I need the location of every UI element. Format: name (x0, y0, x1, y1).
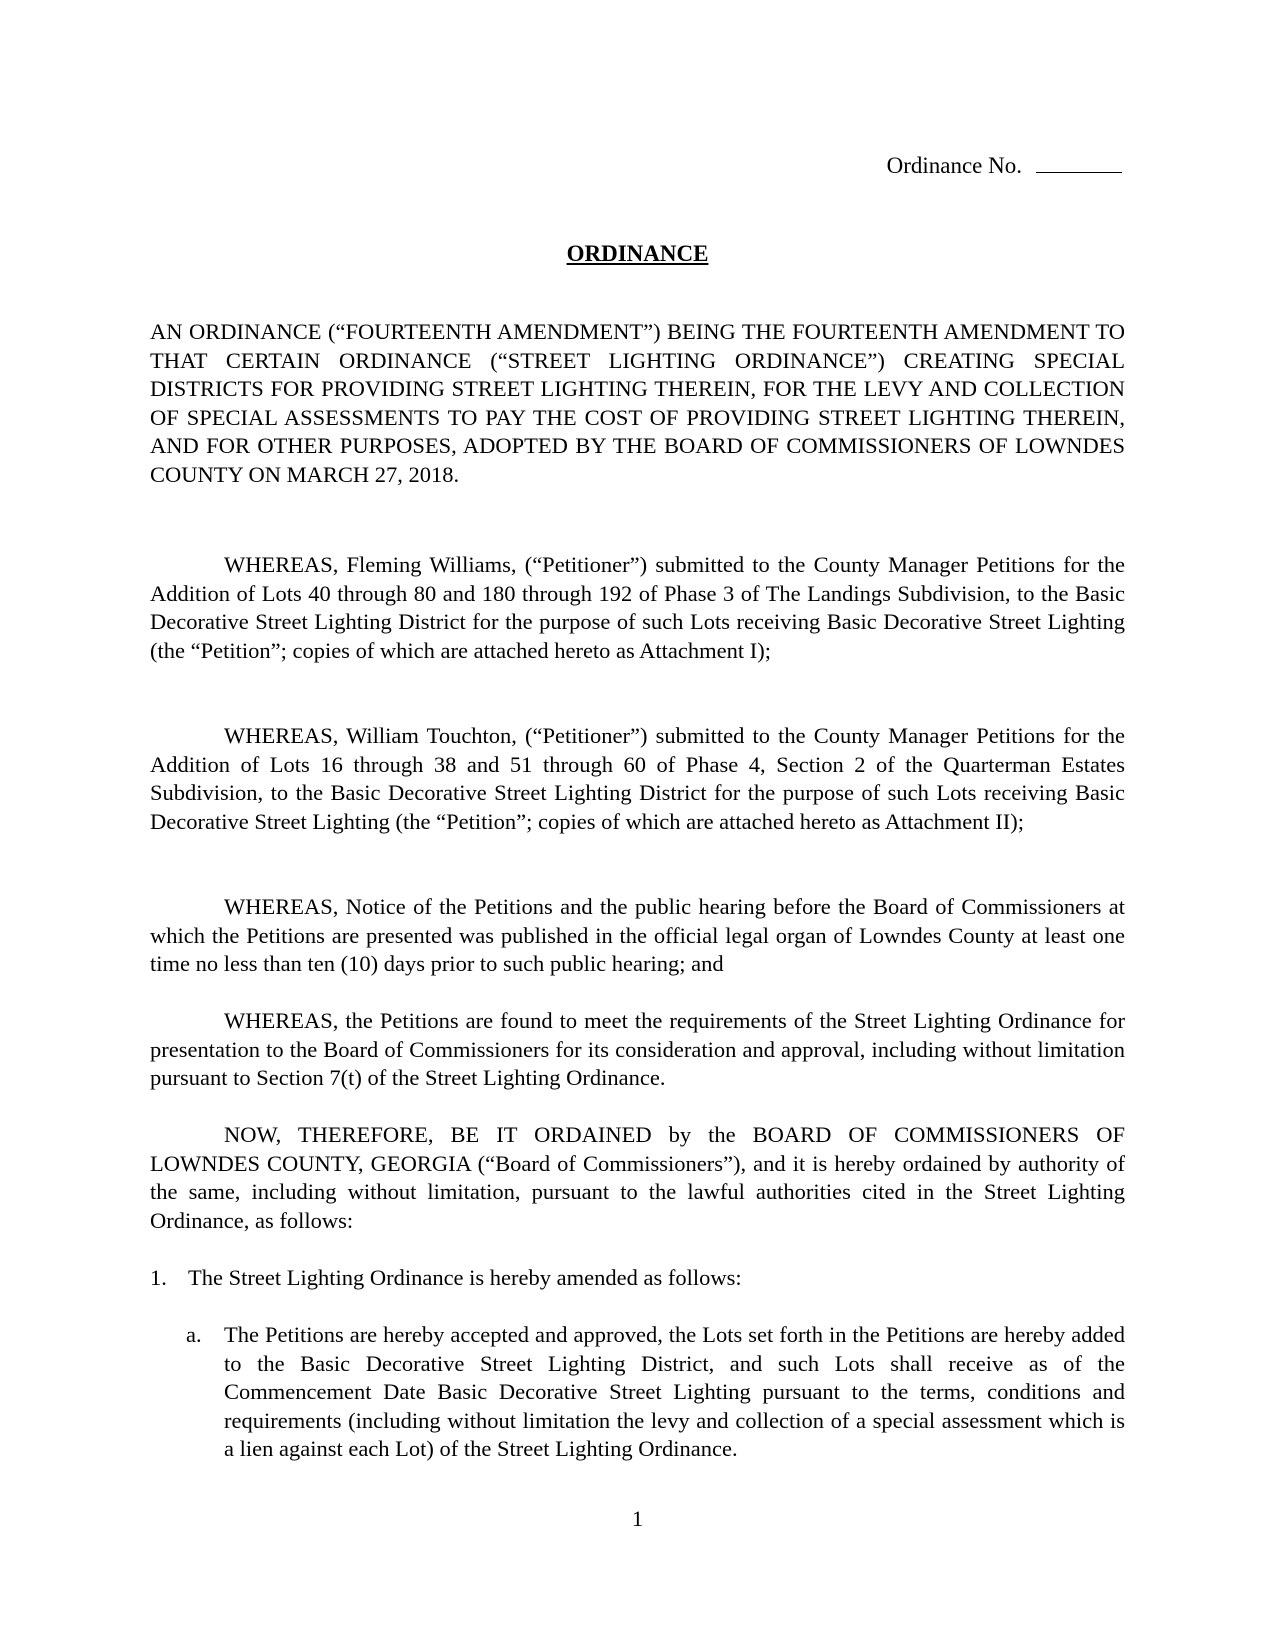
ordinance-caption: AN ORDINANCE (“FOURTEENTH AMENDMENT”) BEING THE FOURTEENTH AMENDMENT TO THAT CERTAIN ORDINANCE (“STREET LIGHTING ORDINANCE”) CREATING SPECIAL DISTRICTS FOR PROVIDING STREET LIGHTING THEREIN, FOR THE LEVY AND COLLECTION OF SPECIAL ASSESSMENTS TO PAY THE COST OF PROVIDING STREET LIGHTING THEREIN, AND FOR OTHER PURPOSES, ADOPTED BY THE BOARD OF COMMISSIONERS OF LOWNDES COUNTY ON MARCH 27, 2018. (150, 319, 1125, 487)
whereas-paragraph-3: WHEREAS, Notice of the Petitions and the public hearing before the Board of Commissioners at which the Petitions are presented was published in the official legal organ of Lowndes County at least one time no less than ten (10) days prior to such public hearing; and (150, 894, 1125, 977)
ordinance-number-line (887, 152, 1122, 180)
ordinance-number-blank (1036, 152, 1122, 173)
list-item-1-number: 1. (150, 1265, 167, 1290)
page-number: 1 (631, 1506, 644, 1531)
now-therefore-paragraph: NOW, THEREFORE, BE IT ORDAINED by the BOARD OF COMMISSIONERS OF LOWNDES COUNTY, GEORGIA (“Board of Commissioners”), and it is hereby ordained by authority of the same, including without limitation, pursuant to the lawful authorities cited in the Street Lighting Ordinance, as follows: (150, 1122, 1125, 1233)
list-item-a-text: The Petitions are hereby accepted and approved, the Lots set forth in the Petitions are hereby added to the Basic Decorative Street Lighting District, and such Lots shall receive as of the Commencement Date Basic Decorative Street Lighting pursuant to the terms, conditions and requirements (including without limitation the levy and collection of a special assessment which is a lien against each Lot) of the Street Lighting Ordinance. (224, 1322, 1125, 1462)
document-title: ORDINANCE (566, 241, 709, 266)
whereas-paragraph-4: WHEREAS, the Petitions are found to meet the requirements of the Street Lighting Ordinance for presentation to the Board of Commissioners for its consideration and approval, including without limitation pursuant to Section 7(t) of the Street Lighting Ordinance. (150, 1008, 1125, 1091)
list-item-a-letter: a. (186, 1322, 202, 1347)
whereas-paragraph-1: WHEREAS, Fleming Williams, (“Petitioner”) submitted to the County Manager Petitions for the Addition of Lots 40 through 80 and 180 through 192 of Phase 3 of The Landings Subdivision, to the Basic Decorative Street Lighting District for the purpose of such Lots receiving Basic Decorative Street Lighting (the “Petition”; copies of which are attached hereto as Attachment I); (150, 552, 1125, 663)
list-item-1-text: The Street Lighting Ordinance is hereby amended as follows: (188, 1265, 742, 1290)
list-item-1 (150, 1264, 1125, 1293)
list-item-a (186, 1321, 1125, 1464)
whereas-paragraph-2: WHEREAS, William Touchton, (“Petitioner”) submitted to the County Manager Petitions for the Addition of Lots 16 through 38 and 51 through 60 of Phase 4, Section 2 of the Quarterman Estates Subdivision, to the Basic Decorative Street Lighting District for the purpose of such Lots receiving Basic Decorative Street Lighting (the “Petition”; copies of which are attached hereto as Attachment II); (150, 723, 1125, 834)
ordinance-number-label: Ordinance No. (886, 153, 1022, 178)
